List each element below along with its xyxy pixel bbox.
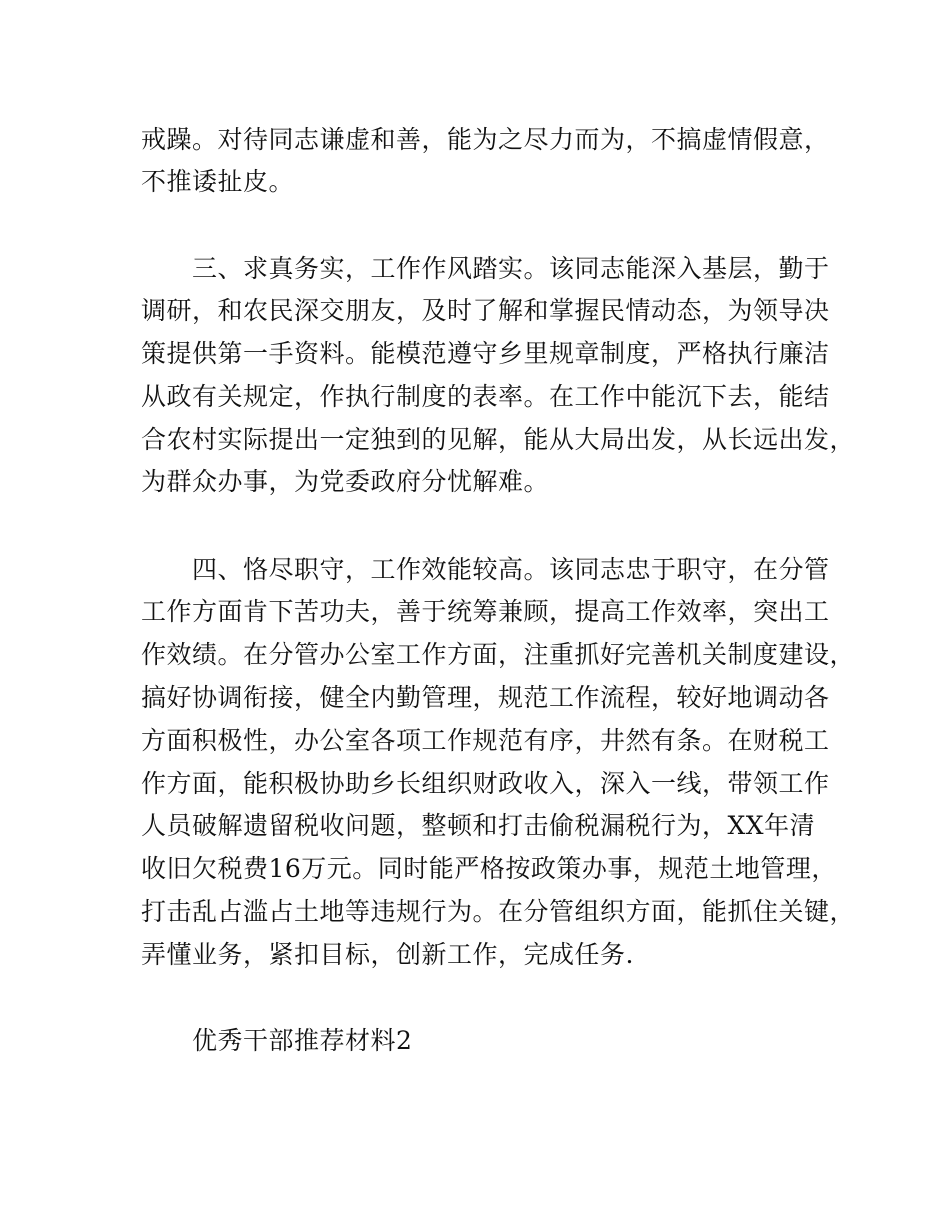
paragraph-2-line-2: 调研，和农民深交朋友，及时了解和掌握民情动态，为领导决 (141, 296, 830, 325)
paragraph-2-line-6: 为群众办事，为党委政府分忧解难。 (141, 467, 550, 496)
paragraph-2-line-1: 三、求真务实，工作作风踏实。该同志能深入基层，勤于 (192, 254, 830, 283)
paragraph-3-line-8: 收旧欠税费16万元。同时能严格按政策办事，规范土地管理， (141, 854, 837, 883)
paragraph-2-line-3: 策提供第一手资料。能模范遵守乡里规章制度，严格执行廉洁 (141, 339, 830, 368)
section-heading: 优秀干部推荐材料2 (192, 1026, 413, 1055)
paragraph-2-line-4: 从政有关规定，作执行制度的表率。在工作中能沉下去，能结 (141, 382, 830, 411)
paragraph-1-line-1: 戒躁。对待同志谦虚和善，能为之尽力而为，不搞虚情假意， (141, 125, 830, 154)
paragraph-3-line-2: 工作方面肯下苦功夫，善于统筹兼顾，提高工作效率，突出工 (141, 597, 830, 626)
paragraph-3-line-9: 打击乱占滥占土地等违规行为。在分管组织方面，能抓住关键， (141, 897, 856, 926)
paragraph-3-line-3: 作效绩。在分管办公室工作方面，注重抓好完善机关制度建设， (141, 640, 856, 669)
paragraph-3-line-4: 搞好协调衔接，健全内勤管理，规范工作流程，较好地调动各 (141, 683, 830, 712)
paragraph-3-line-6: 作方面，能积极协助乡长组织财政收入，深入一线，带领工作 (141, 769, 830, 798)
paragraph-3-line-7: 人员破解遗留税收问题，整顿和打击偷税漏税行为，XX年清 (141, 811, 816, 840)
paragraph-1-line-2: 不推诿扯皮。 (141, 167, 295, 196)
paragraph-3-line-10: 弄懂业务，紧扣目标，创新工作，完成任务. (141, 940, 634, 969)
paragraph-3-line-1: 四、恪尽职守，工作效能较高。该同志忠于职守，在分管 (192, 555, 830, 584)
paragraph-2-line-5: 合农村实际提出一定独到的见解，能从大局出发，从长远出发， (141, 425, 856, 454)
paragraph-3-line-5: 方面积极性，办公室各项工作规范有序，井然有条。在财税工 (141, 726, 830, 755)
